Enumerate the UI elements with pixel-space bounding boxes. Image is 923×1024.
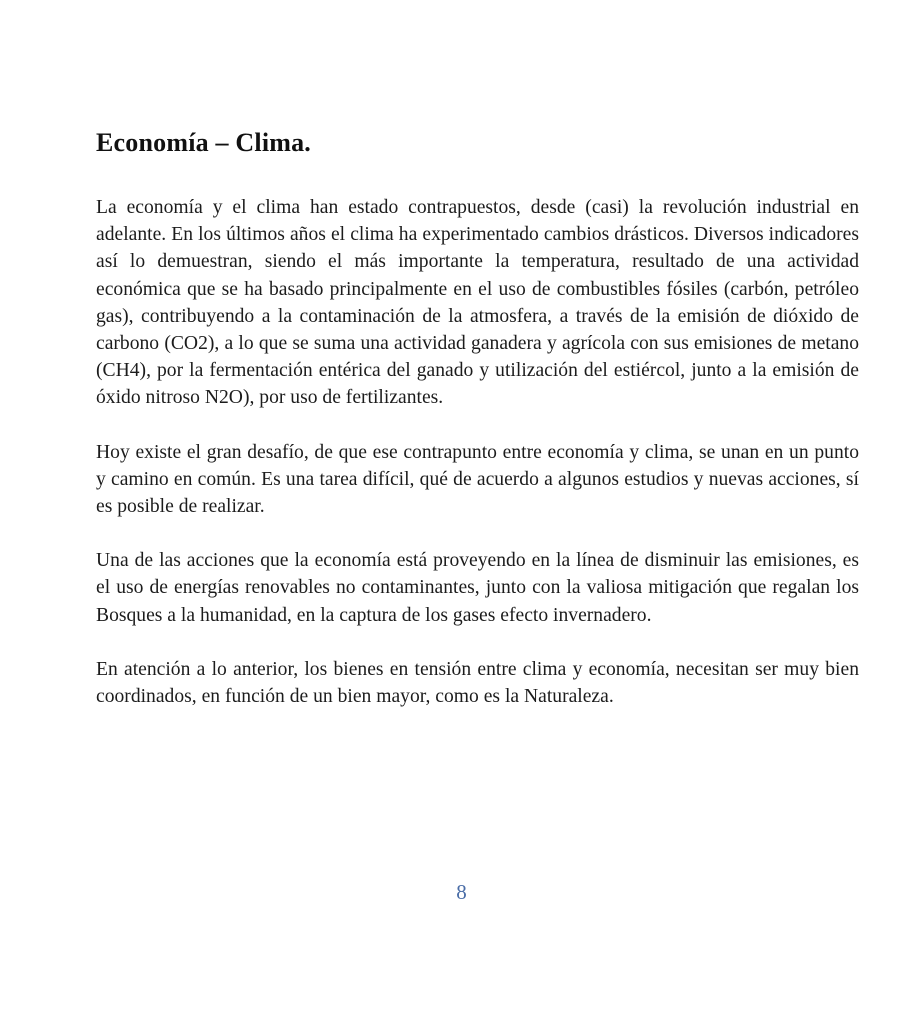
page-number: 8 xyxy=(456,880,467,904)
paragraph-renewable-energy: Una de las acciones que la economía está proveyendo en la línea de disminuir las emisiones, es el uso de energías renovables no contaminantes, junto con la valiosa mitigación que regalan los Bosques a la humanidad, en la captura de los gases efecto invernadero. xyxy=(96,550,859,626)
paragraph-economy-climate-contrast: La economía y el clima han estado contrapuestos, desde (casi) la revolución industrial en adelante. En los últimos años el clima ha experimentado cambios drásticos. Diversos indicadores así lo demuestran, siendo el más importante la temperatura, resultado de una actividad económica que se ha basado principalmente en el uso de combustibles fósiles (carbón, petróleo gas), contribuyendo a la contaminación de la atmosfera, a través de la emisión de dióxido de carbono (CO2), a lo que se suma una actividad ganadera y agrícola con sus emisiones de metano (CH4), por la fermentación entérica del ganado y utilización del estiércol, junto a la emisión de óxido nitroso N2O), por uso de fertilizantes. xyxy=(96,197,859,409)
page-title: Economía – Clima. xyxy=(96,128,312,157)
paragraph-great-challenge: Hoy existe el gran desafío, de que ese contrapunto entre economía y clima, se unan en un punto y camino en común. Es una tarea difícil, qué de acuerdo a algunos estudios y nuevas acciones, sí es posible de realizar. xyxy=(96,441,859,518)
document-content xyxy=(96,128,859,737)
paragraph-coordination-nature: En atención a lo anterior, los bienes en tensión entre clima y economía, necesitan ser muy bien coordinados, en función de un bien mayor, como es la Naturaleza. xyxy=(96,658,859,708)
